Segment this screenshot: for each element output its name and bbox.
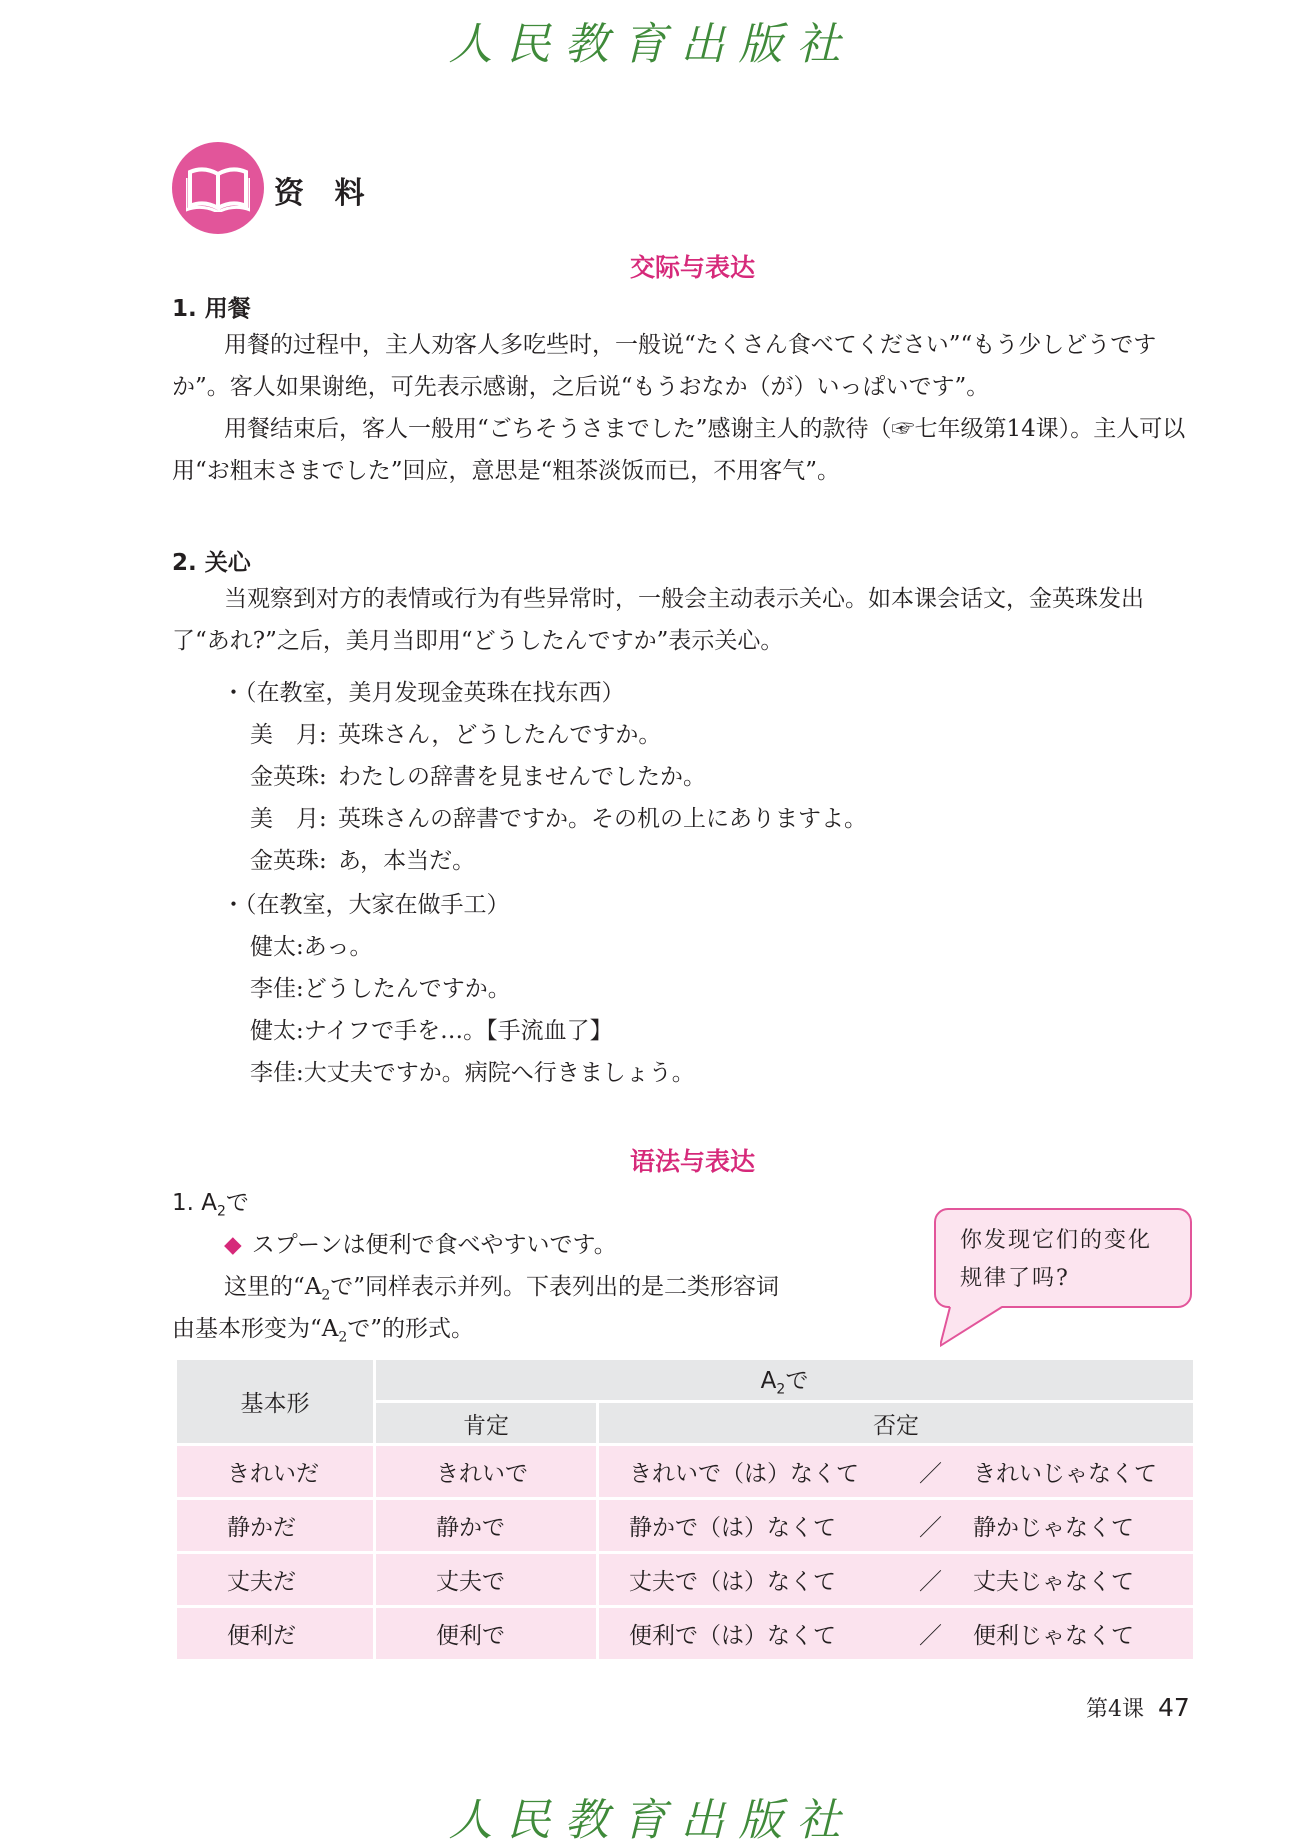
header-negative: 否定	[598, 1402, 1195, 1445]
paragraph: 这里的“$A_2$で”同样表示并列。下表列出的是二类形容词	[224, 1274, 780, 1304]
table-row: 便利だ 便利で 便利で（は）なくて ／ 便利じゃなくて	[176, 1607, 1195, 1661]
diamond-icon: ◆	[224, 1232, 242, 1258]
publisher-logo-bottom: 人民教育出版社	[448, 1795, 855, 1846]
dialog-line: 健太:あっ。	[250, 934, 373, 960]
dialog-line: 美 月: 英珠さん，どうしたんですか。	[250, 722, 662, 748]
conjugation-table	[174, 1357, 1196, 1662]
paragraph: 当观察到对方的表情或行为有些异常时，一般会主动表示关心。如本课会话文，金英珠发出了“あれ?”之后，美月当即用“どうしたんですか”表示关心。	[172, 586, 1144, 654]
subheading-grammar: 语法与表达	[629, 1147, 755, 1176]
header-basic: 基本形	[176, 1359, 375, 1445]
dialog-line: 李佳:大丈夫ですか。病院へ行きましょう。	[250, 1060, 695, 1086]
paragraph: 用餐的过程中，主人劝客人多吃些时，一般说“たくさん食べてください”“もう少しどうですか”。客人如果谢绝，可先表示感谢，之后说“もうおなか（が）いっぱいです”。	[172, 332, 1157, 400]
bubble-tail	[940, 1306, 1010, 1348]
hint-bubble: 你发现它们的变化 规律了吗?	[934, 1208, 1192, 1308]
paragraph: 用餐结束后，客人一般用“ごちそうさまでした”感谢主人的款待（☞七年级第14课）。主人可以用“お粗末さまでした”回应，意思是“粗茶淡饭而已，不用客气”。	[172, 416, 1186, 484]
item-heading-dining: 1. 用餐	[172, 296, 251, 322]
subheading-communication: 交际与表达	[629, 253, 755, 282]
dialog-line: 健太:ナイフで手を…。【手流血了】	[250, 1018, 613, 1044]
item-heading-concern: 2. 关心	[172, 550, 251, 576]
table-row: 丈夫だ 丈夫で 丈夫で（は）なくて ／ 丈夫じゃなくて	[176, 1553, 1195, 1607]
item-heading-a2de: 1. $A_2$で	[172, 1190, 249, 1220]
example-sentence: ◆ スプーンは便利で食べやすいです。	[224, 1232, 617, 1258]
dialog-line: 金英珠: あ，本当だ。	[250, 848, 476, 874]
table-row: 静かだ 静かで 静かで（は）なくて ／ 静かじゃなくて	[176, 1499, 1195, 1553]
header-a2de: $A_2$で	[375, 1359, 1195, 1402]
paragraph: 由基本形变为“$A_2$で”的形式。	[172, 1316, 475, 1346]
dialog-line: 金英珠: わたしの辞書を見ませんでしたか。	[250, 764, 706, 790]
publisher-logo-top: 人民教育出版社	[448, 19, 855, 70]
page-number: 第4课 47	[1086, 1693, 1190, 1722]
header-positive: 肯定	[375, 1402, 598, 1445]
dialog-line: 李佳:どうしたんですか。	[250, 976, 511, 1002]
scene-description: ・（在教室，大家在做手工）	[222, 892, 510, 918]
dialog-line: 美 月: 英珠さんの辞書ですか。その机の上にありますよ。	[250, 806, 867, 832]
section-title: 资 料	[274, 176, 375, 211]
scene-description: ・（在教室，美月发现金英珠在找东西）	[222, 680, 625, 706]
table-row: きれいだ きれいで きれいで（は）なくて ／ きれいじゃなくて	[176, 1445, 1195, 1499]
book-icon	[172, 142, 264, 234]
